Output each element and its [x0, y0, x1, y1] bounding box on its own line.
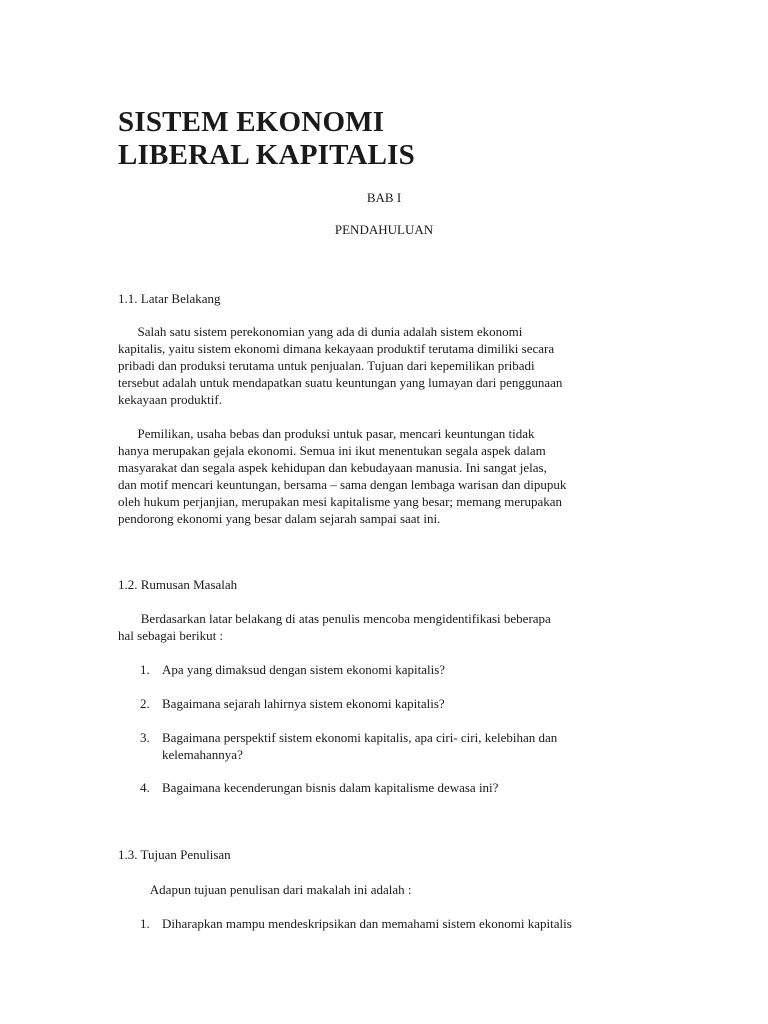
text-line: oleh hukum perjanjian, merupakan mesi kapitalisme yang besar; memang merupakan — [118, 494, 563, 509]
text-line: Pemilikan, usaha bebas dan produksi untuk pasar, mencari keuntungan tidak — [118, 426, 535, 441]
text-line: Bagaimana perspektif sistem ekonomi kapitalis, apa ciri- ciri, kelebihan dan — [162, 730, 558, 745]
list-item-number: 1. — [140, 662, 150, 677]
list-item-text — [162, 779, 498, 796]
text-line: kekayaan produktif. — [118, 392, 222, 407]
list-item-text — [162, 729, 557, 763]
list-item-number: 1. — [140, 916, 150, 931]
list-item-number: 2. — [140, 696, 150, 711]
text-line: Bagaimana kecenderungan bisnis dalam kapitalisme dewasa ini? — [162, 780, 499, 795]
paragraph-rumusan-intro — [118, 610, 658, 644]
list-item-text — [162, 695, 445, 712]
text-line: hal sebagai berikut : — [118, 628, 224, 643]
list-item-text — [162, 661, 445, 678]
text-line: kapitalis, yaitu sistem ekonomi dimana kekayaan produktif terutama dimiliki secara — [118, 341, 555, 356]
text-line: dan motif mencari keuntungan, bersama – sama dengan lembaga warisan dan dipupuk — [118, 477, 567, 492]
chapter-label: BAB I — [366, 190, 402, 205]
text-line: Bagaimana sejarah lahirnya sistem ekonomi kapitalis? — [162, 696, 445, 711]
text-line: pribadi dan produksi terutama untuk penjualan. Tujuan dari kepemilikan pribadi — [118, 358, 535, 373]
document-title-line-1: SISTEM EKONOMI — [118, 106, 385, 138]
chapter-title: PENDAHULUAN — [334, 222, 434, 237]
list-item-text — [162, 915, 572, 932]
text-line: Apa yang dimaksud dengan sistem ekonomi kapitalis? — [162, 662, 446, 677]
paragraph-latar-2 — [118, 425, 658, 527]
document-title — [118, 106, 415, 172]
text-line: pendorong ekonomi yang besar dalam sejarah sampai saat ini. — [118, 511, 441, 526]
text-line: Berdasarkan latar belakang di atas penulis mencoba mengidentifikasi beberapa — [118, 611, 551, 626]
section-heading-rumusan-masalah: 1.2. Rumusan Masalah — [118, 577, 238, 592]
text-line: hanya merupakan gejala ekonomi. Semua ini ikut menentukan segala aspek dalam — [118, 443, 546, 458]
text-line: Salah satu sistem perekonomian yang ada di dunia adalah sistem ekonomi — [118, 324, 523, 339]
text-line: kelemahannya? — [162, 747, 243, 762]
paragraph-tujuan-intro — [118, 881, 658, 898]
list-item-number: 3. — [140, 730, 150, 745]
section-heading-tujuan-penulisan: 1.3. Tujuan Penulisan — [118, 847, 231, 862]
list-item-number: 4. — [140, 780, 150, 795]
document-title-line-2: LIBERAL KAPITALIS — [118, 139, 415, 171]
text-line: Diharapkan mampu mendeskripsikan dan memahami sistem ekonomi kapitalis — [162, 916, 572, 931]
text-line: tersebut adalah untuk mendapatkan suatu keuntungan yang lumayan dari penggunaan — [118, 375, 563, 390]
text-line: Adapun tujuan penulisan dari makalah ini adalah : — [118, 882, 412, 897]
text-line: masyarakat dan segala aspek kehidupan dan kebudayaan manusia. Ini sangat jelas, — [118, 460, 547, 475]
paragraph-latar-1 — [118, 323, 658, 408]
section-heading-latar-belakang: 1.1. Latar Belakang — [118, 291, 221, 306]
